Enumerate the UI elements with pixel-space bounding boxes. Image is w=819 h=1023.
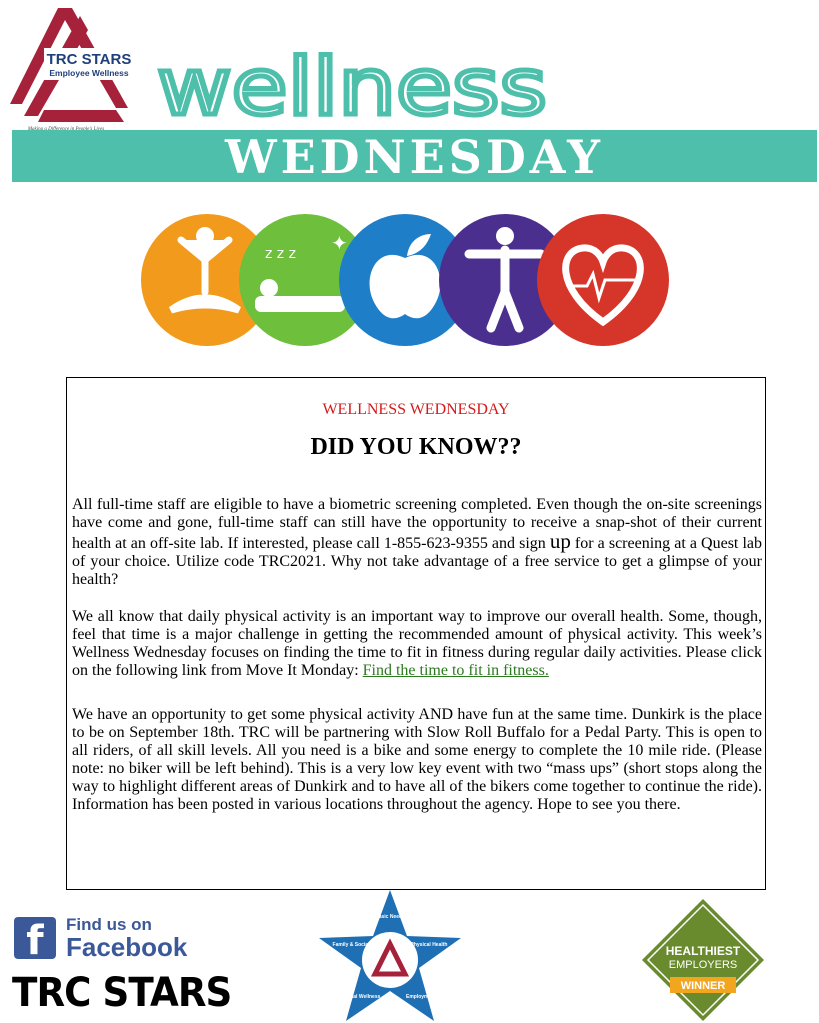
trc-stars-logo bbox=[4, 4, 134, 132]
paragraph-screening: All full-time staff are eligible to have a biometric screening completed. Even though the on-site screenings have come and gone, full-time staff can still have the opportunity to receive a snap-shot of their current health at an off-site lab. If interested, please call 1-855-623-9355 and sign up for a screening at a Quest lab of your choice. Utilize code TRC2021. Why not take advantage of a free service to get a glimpse of your health? bbox=[72, 496, 762, 588]
svg-text:Mental Wellness: Mental Wellness bbox=[341, 994, 381, 1000]
svg-text:HEALTHIEST: HEALTHIEST bbox=[665, 944, 741, 958]
star-logo bbox=[317, 888, 463, 1023]
svg-text:z z z: z z z bbox=[265, 246, 296, 262]
svg-text:Employment: Employment bbox=[405, 994, 437, 1000]
logo-subtitle: Employee Wellness bbox=[49, 68, 129, 78]
wellness-word: wellness bbox=[157, 52, 547, 128]
facebook-name[interactable]: Facebook bbox=[66, 932, 188, 962]
fitness-link[interactable]: Find the time to fit in fitness. bbox=[362, 662, 549, 679]
svg-text:Basic Needs: Basic Needs bbox=[375, 914, 405, 920]
svg-text:Family & Social: Family & Social bbox=[332, 942, 370, 948]
paragraph-activity: We all know that daily physical activity is an important way to improve our overall health. Some, though, feel that time is a major challenge in getting the recommended amount of physical activity. This week’s Wellness Wednesday focuses on finding the time to fit in fitness during regular daily activities. Please click on the following link from Move It Monday: Find the time to fit in fitness. bbox=[72, 608, 762, 679]
org-name: TRC STARS bbox=[12, 970, 232, 1016]
svg-text:WINNER: WINNER bbox=[680, 980, 726, 992]
paragraph-pedal-party: We have an opportunity to get some physical activity AND have fun at the same time. Dunkirk is the place to be on September 18th. TRC will be partnering with Slow Roll Buffalo for a Pedal Party. This is open to all riders, of all skill levels. All you need is a bike and some energy to complete the 10 mile ride. (Please note: no biker will be left behind). This is a very low key event with two “mass ups” (short stops along the way to highlight different areas of Dunkirk and to have all of the bikers come together to continue the ride). Information has been posted in various locations throughout the agency. Hope to see you there. bbox=[72, 706, 762, 813]
section-kicker: WELLNESS WEDNESDAY bbox=[322, 401, 510, 418]
wednesday-word: WEDNESDAY bbox=[224, 130, 605, 184]
section-title: DID YOU KNOW?? bbox=[310, 434, 522, 460]
wellness-heading bbox=[152, 52, 552, 128]
wellness-icons bbox=[135, 200, 675, 360]
heart-icon bbox=[537, 214, 669, 346]
svg-text:Physical Health: Physical Health bbox=[410, 942, 448, 948]
logo-name: TRC STARS bbox=[46, 51, 132, 68]
facebook-f-glyph: f bbox=[26, 918, 44, 964]
svg-text:EMPLOYERS: EMPLOYERS bbox=[668, 959, 738, 971]
healthiest-employers-badge bbox=[640, 897, 766, 1023]
svg-text:✦: ✦ bbox=[331, 231, 348, 255]
facebook-find-text: Find us on bbox=[66, 915, 152, 934]
